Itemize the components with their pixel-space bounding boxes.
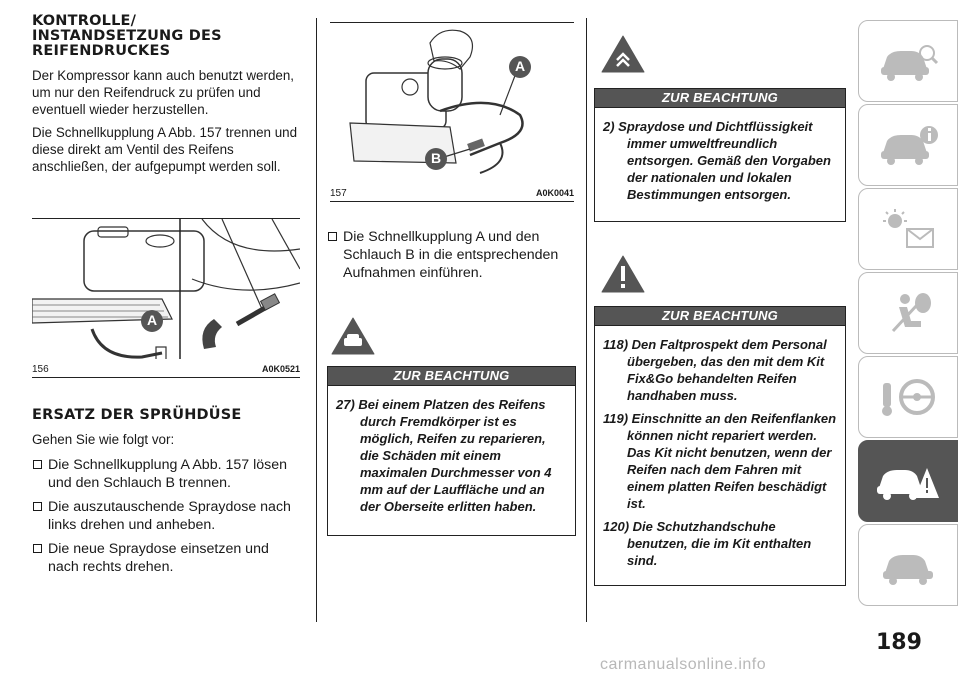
page-number: 189 — [876, 630, 922, 655]
road-hazard-warning-icon — [330, 316, 376, 356]
checkbox-bullet-icon — [33, 460, 42, 469]
warning-item: 119) Einschnitte an den Reifenflanken können nicht repariert werden. Das Kit nicht benutzen, wenn der Reifen nach dem Fahren mit einem platten Reifen beschädigt ist. — [603, 411, 837, 511]
tab-safety[interactable] — [858, 104, 958, 186]
list-item: Die Schnellkupplung A und den Schlauch B in die entsprechenden Aufnahmen einführen. — [327, 228, 577, 282]
list-item: Die neue Spraydose einsetzen und nach rechts drehen. — [32, 540, 302, 576]
car-breakdown-icon — [875, 458, 941, 504]
car-search-icon — [877, 41, 939, 81]
warning-item: 120) Die Schutzhandschuhe benutzen, die im Kit enthalten sind. — [603, 519, 812, 568]
checkbox-bullet-icon — [328, 232, 337, 241]
warning-box-27 — [327, 386, 576, 536]
tab-maintenance[interactable] — [858, 524, 958, 606]
warning-title-bar: ZUR BEACHTUNG — [594, 306, 846, 326]
intro-text: Gehen Sie wie folgt vor: — [32, 432, 175, 447]
column-left-lower — [32, 408, 302, 576]
tab-airbags[interactable] — [858, 272, 958, 354]
car-service-icon — [877, 545, 939, 585]
warning-lights-icon — [877, 207, 939, 251]
column-left — [32, 0, 302, 175]
figure-156-caption — [32, 363, 300, 377]
list-item: Die auszutauschende Spraydose nach links drehen und anheben. — [32, 498, 302, 534]
figure-157-label-b: B — [430, 150, 442, 166]
airbag-seat-icon — [877, 291, 939, 335]
column-divider-right — [586, 18, 587, 622]
figure-number: 156 — [32, 364, 49, 375]
figure-157-label-a: A — [514, 58, 526, 74]
figure-code: A0K0521 — [261, 364, 300, 374]
heading-spray-replacement: ERSATZ DER SPRÜHDÜSE — [32, 407, 242, 423]
column-divider-left — [316, 18, 317, 622]
exclamation-warning-icon — [600, 254, 646, 294]
section-title: KONTROLLE/ INSTANDSETZUNG DES REIFENDRUCKES — [32, 13, 222, 59]
warning-item: 27) Bei einem Platzen des Reifens durch Fremdkörper ist es möglich, Reifen zu reparieren, die Schäden mit einem maximalen Durchmesser von 4 mm auf der Lauffläche und an der Oberseite erlitten haben. — [336, 397, 552, 514]
warning-title-bar: ZUR BEACHTUNG — [594, 88, 846, 108]
warning-item: 2) Spraydose und Dichtflüssigkeit immer umweltfreundlich entsorgen. Gemäß den Vorgaben der nationalen und lokalen Bestimmungen entsorgen. — [603, 119, 831, 202]
warning-title-bar: ZUR BEACHTUNG — [327, 366, 576, 386]
steering-key-icon — [877, 375, 939, 419]
compressor-valve-illustration — [32, 219, 300, 359]
watermark: carmanualsonline.info — [600, 656, 767, 673]
checkbox-bullet-icon — [33, 502, 42, 511]
warning-item: 118) Den Faltprospekt dem Personal übergeben, das den mit dem Kit Fix&Go behandelten Reifen handhaben muss. — [603, 337, 827, 403]
warning-box-118 — [594, 326, 846, 586]
tab-dashboard[interactable] — [858, 20, 958, 102]
figure-code: A0K0041 — [535, 188, 574, 198]
environment-warning-icon — [600, 34, 646, 74]
tab-warning-lights[interactable] — [858, 188, 958, 270]
warning-box-2 — [594, 108, 846, 222]
list-item: Die Schnellkupplung A Abb. 157 lösen und den Schlauch B trennen. — [32, 456, 302, 492]
column-middle — [327, 222, 577, 282]
figure-156-label-a: A — [146, 312, 158, 328]
paragraph-quick-coupling: Die Schnellkupplung A Abb. 157 trennen und diese direkt am Ventil des Reifens anschließen, der aufgepumpt werden soll. — [32, 125, 298, 174]
figure-157 — [330, 22, 574, 202]
car-info-icon — [877, 125, 939, 165]
paragraph-compressor: Der Kompressor kann auch benutzt werden, um nur den Reifendruck zu prüfen und eventuell wieder herzustellen. — [32, 68, 295, 117]
checkbox-bullet-icon — [33, 544, 42, 553]
tab-emergency[interactable] — [858, 440, 958, 522]
tab-starting-driving[interactable] — [858, 356, 958, 438]
figure-number: 157 — [330, 188, 347, 199]
figure-157-caption — [330, 187, 574, 201]
spray-can-hose-illustration — [330, 23, 574, 185]
figure-156 — [32, 218, 300, 378]
